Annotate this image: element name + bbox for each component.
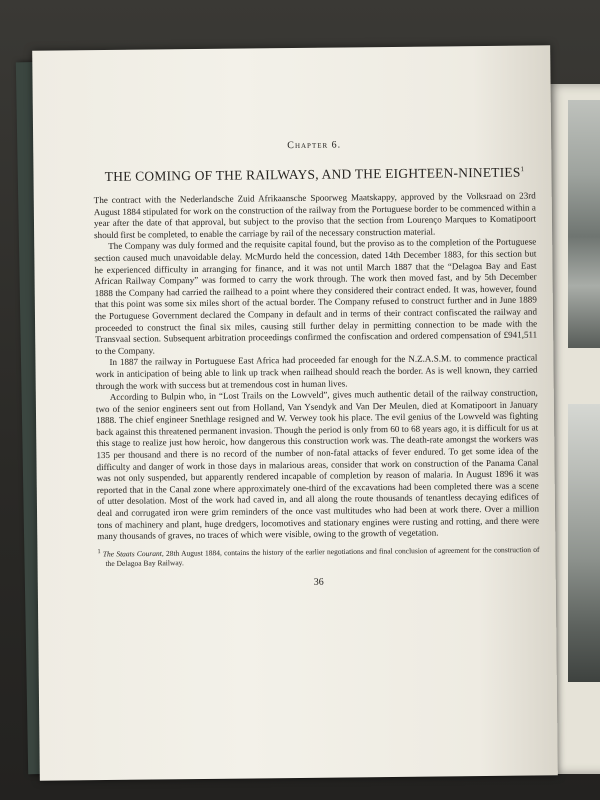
- chapter-title-footnote-marker: 1: [520, 165, 525, 174]
- footnote-text: , 28th August 1884, contains the history of the earlier negotiations and final conclusion of agreement for the construction of the Delagoa Bay Railway.: [105, 544, 540, 568]
- paragraph-3: In 1887 the railway in Portuguese East Africa had proceeded far enough for the N.Z.A.S.M. to commence practical work in anticipation of being able to link up track when railhead should reach the border. As is well known, they carried through the work with success but at tremendous cost in human lives.: [95, 352, 538, 391]
- chapter-title: [93, 164, 535, 185]
- facing-page-photo-bottom: [568, 404, 600, 682]
- book-page: [32, 45, 558, 780]
- page-text-block: [93, 137, 540, 589]
- paragraph-2: The Company was duly formed and the requisite capital found, but the proviso as to the completion of the Portuguese section caused much unavoidable delay. McMurdo held the concession, dated 14th December 1883, for this section but he experienced difficulty in arranging for finance, and it was not until March 1887 that the “Delagoa Bay and East African Railway Company” was formed to carry the work through. The work then moved fast, and by 5th December 1888 the Company had carried the railhead to a point where they considered their contract ended. It was, however, found that this point was some six miles short of the actual border. The Company refused to construct further and in June 1889 the Portuguese Government declared the Company in default and in terms of their contract confiscated the railway and proceeded to construct the final six miles, causing still further delay in permitting connection to be made with the Transvaal section. Subsequent arbitration proceedings confirmed the confiscation and ordered compensation of £941,511 to the Company.: [94, 236, 538, 356]
- chapter-label: Chapter 6.: [287, 139, 342, 152]
- footnote: [97, 542, 539, 568]
- footnote-marker: 1: [97, 547, 101, 555]
- paragraph-4: According to Bulpin who, in “Lost Trails on the Lowveld”, gives much authentic detail of the railway construction, two of the senior engineers sent out from Holland, Van Ysendyk and Van Der Meulen, died at Komatipoort in January 1888. The chief engineer Snethlage resigned and W. Verwey took his place. The evil genius of the Lowveld was fighting back against this threatened permanent invasion. Though the period is only from 60 to 68 years ago, it is difficult for us at this stage to realize just how heroic, how dangerous this construction work was. The death-rate amongst the workers was 135 per thousand and there is no record of the number of non-fatal attacks of fever endured. To get some idea of the difficulty and danger of work in those days in malarious areas, consider that work on construction of the Panama Canal was not only suspended, but apparently rendered incapable of completion by reason of malaria. In August 1896 it was reported that in the Canal zone where approximately one-third of the excavations had been completed there was a scene of utter desolation. Most of the work had caved in, and all along the route thousands of tenantless decaying edifices of deal and corrugated iron were grim reminders of the once vast multitudes who had been at work there. Over a million tons of machinery and plant, huge dredgers, locomotives and stationary engines were rusting and rotting, and there were many thousands of graves, no traces of which were visible, owing to the growth of vegetation.: [95, 387, 540, 542]
- chapter-title-text: THE COMING OF THE RAILWAYS, AND THE EIGHTEEN-NINETIES: [104, 164, 521, 184]
- footnote-italic: The Staats Courant: [102, 548, 162, 559]
- paragraph-1: The contract with the Nederlandsche Zuid Afrikaansche Spoorweg Maatskappy, approved by the Volksraad on 23rd August 1884 stipulated for work on the construction of the railway from the Portuguese border to be commenced within a year after the date of that approval, but subject to the proviso that the section from Lourenço Marques to Komatipoort should first be completed, to enable the carriage by rail of the necessary construction material.: [93, 190, 537, 240]
- facing-page-photo-top: [568, 100, 600, 348]
- page-number: 36: [313, 576, 324, 588]
